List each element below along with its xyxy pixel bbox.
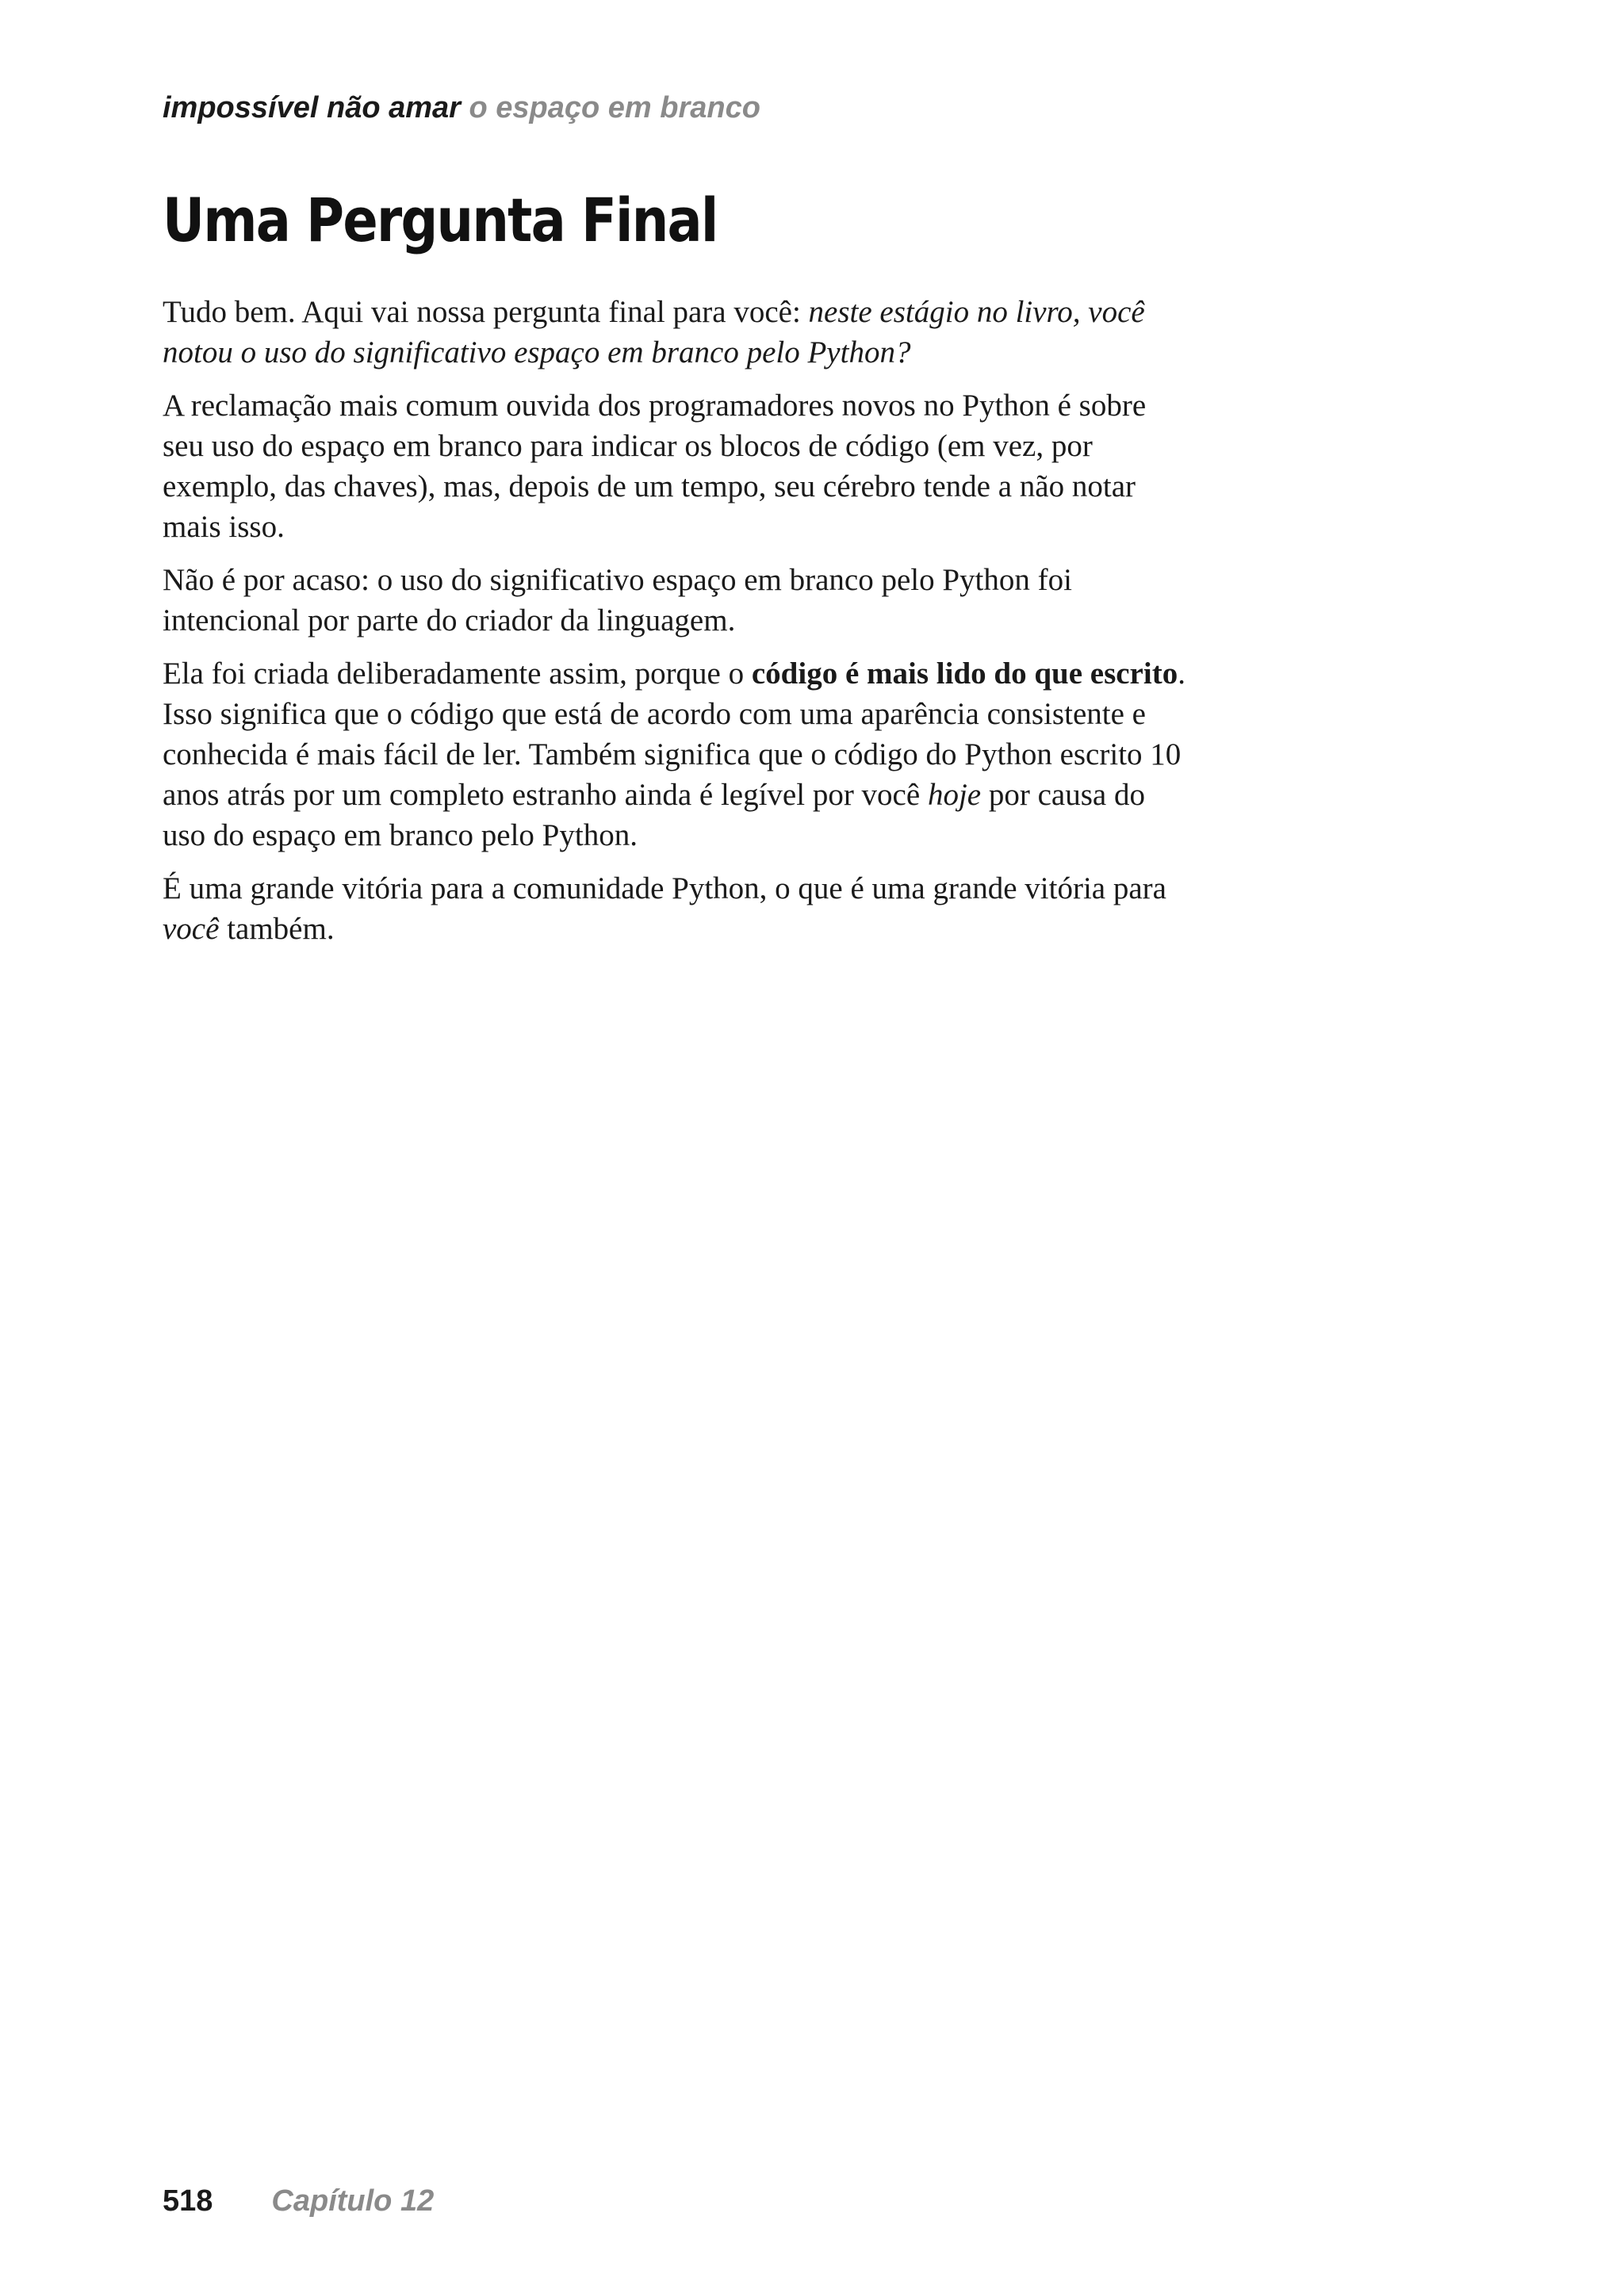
paragraph-5-italic: você <box>163 912 220 946</box>
paragraph-4 <box>163 653 1185 856</box>
paragraph-4-bold: código é mais lido do que escrito <box>751 657 1178 691</box>
page-footer <box>163 2182 434 2220</box>
paragraph-1 <box>163 292 1185 373</box>
paragraph-5-text-a: É uma grande vitória para a comunidade Python, o que é uma grande vitória para <box>163 871 1166 905</box>
paragraph-2: A reclamação mais comum ouvida dos programadores novos no Python é sobre seu uso do espaço em branco para indicar os blocos de código (em vez, por exemplo, das chaves), mas, depois de um tempo, seu cérebro tende a não notar mais isso. <box>163 389 1147 544</box>
page-title: Uma Pergunta Final <box>163 185 718 255</box>
paragraph-4-italic: hoje <box>927 778 982 812</box>
paragraph-4-text-c: . Isso significa que o código que está de acordo com uma aparência consistente e conhecida é mais fácil de ler. Também significa que o código do Python escrito 10 anos atrás por um completo estranho ainda é legível por você <box>163 657 1185 812</box>
paragraph-5 <box>163 868 1185 949</box>
paragraph-3: Não é por acaso: o uso do significativo espaço em branco pelo Python foi intencional por parte do criador da linguagem. <box>163 563 1072 637</box>
paragraph-1-italic: neste estágio no livro, você notou o uso do significativo espaço em branco pelo Python? <box>163 295 1145 369</box>
paragraph-4-text-a: Ela foi criada deliberadamente assim, porque o <box>163 657 752 691</box>
paragraph-5-text-c: também. <box>219 912 335 946</box>
running-head-light: o espaço em branco <box>469 91 760 124</box>
running-head-strong: impossível não amar <box>163 91 461 124</box>
paragraph-4-text-e: por causa do uso do espaço em branco pelo Python. <box>163 778 1145 852</box>
body-text <box>163 292 1185 962</box>
page-number: 518 <box>163 2184 213 2218</box>
paragraph-1-text: Tudo bem. Aqui vai nossa pergunta final para você: <box>163 295 809 329</box>
chapter-label: Capítulo 12 <box>271 2184 435 2218</box>
running-head <box>163 89 760 127</box>
